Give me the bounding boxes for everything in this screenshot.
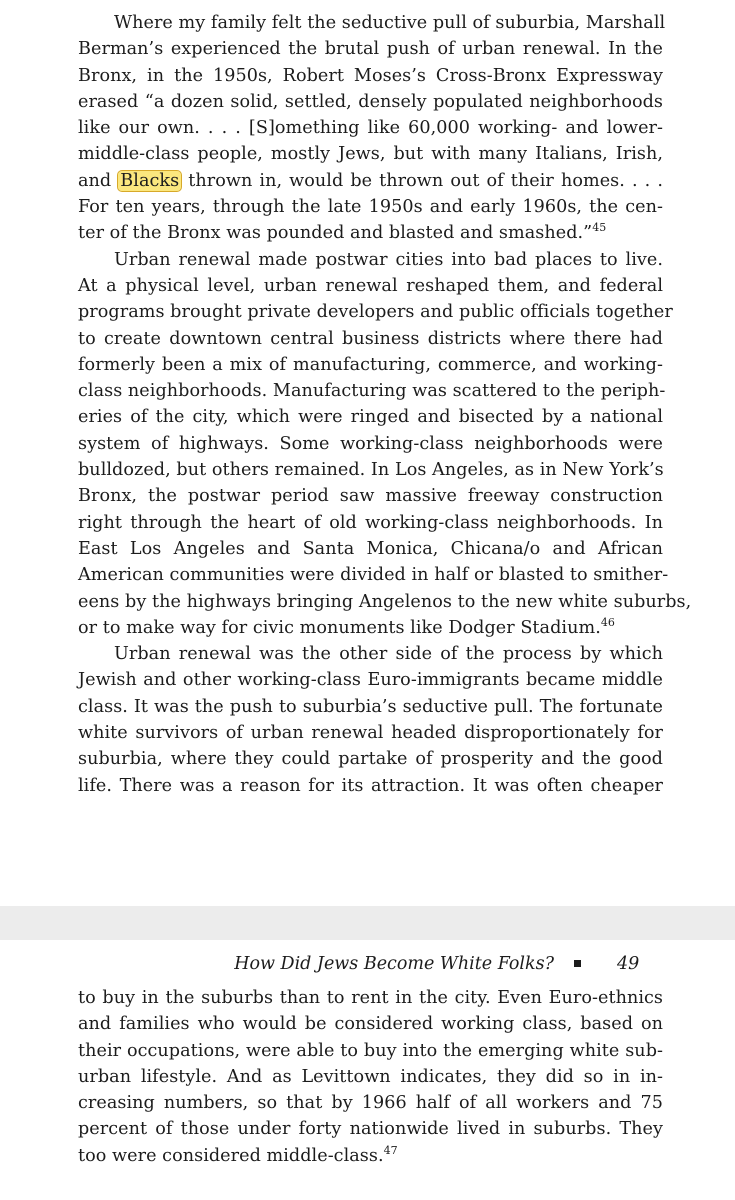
page-number: 49 [617,954,640,974]
text-line: American communities were divided in half or blasted to smither- [78,565,669,586]
text-line: right through the heart of old working-class neighborhoods. In [78,512,663,533]
text-line: programs brought private developers and public officials together [78,302,673,323]
running-head [234,954,597,974]
text-line: Bronx, the postwar period saw massive freeway construction [78,486,663,507]
text-line: East Los Angeles and Santa Monica, Chicana/o and African [78,538,663,559]
text-line: system of highways. Some working-class neighborhoods were [78,433,663,454]
text-line: ter of the Bronx was pounded and blasted and smashed.”$^{45}$ [78,221,607,244]
text-line: or to make way for civic monuments like Dodger Stadium.$^{46}$ [78,615,615,638]
text-line: Urban renewal was the other side of the process by which [114,644,663,665]
text-line: Berman’s experienced the brutal push of urban renewal. In the [78,39,663,60]
text-line: eries of the city, which were ringed and bisected by a national [78,407,663,428]
text-highlight[interactable]: Blacks [120,170,180,191]
text-line: Urban renewal made postwar cities into bad places to live. [114,249,663,270]
text-line: class neighborhoods. Manufacturing was scattered to the periph- [78,381,666,402]
book-page-bottom [0,940,735,1200]
text-line: and families who would be considered working class, based on [78,1014,663,1035]
text-line: life. There was a reason for its attraction. It was often cheaper [78,775,663,796]
text-line: their occupations, were able to buy into the emerging white sub- [78,1040,663,1061]
text-line: like our own. . . . [S]omething like 60,000 working- and lower- [78,118,663,139]
text-line: to buy in the suburbs than to rent in the city. Even Euro-ethnics [78,988,663,1008]
text-line: erased “a dozen solid, settled, densely populated neighborhoods [78,91,663,112]
page-separator [0,906,735,940]
text-line: Bronx, in the 1950s, Robert Moses’s Cross-Bronx Expressway [78,65,663,86]
footnote-ref[interactable]: 45 [592,221,607,235]
text-line: urban lifestyle. And as Levittown indicates, they did so in in- [78,1066,663,1087]
text-line: too were considered middle-class.$^{47}$ [78,1143,398,1166]
text-line: class. It was the push to suburbia’s seductive pull. The fortunate [78,696,663,717]
highlighted-text-line: and Blacks thrown in, would be thrown out of their homes. . . . [78,170,663,191]
footnote-ref[interactable]: 46 [600,615,615,629]
text-line: At a physical level, urban renewal reshaped them, and federal [78,275,663,296]
text-line: Where my family felt the seductive pull of suburbia, Marshall [114,13,666,33]
text-line: bulldozed, but others remained. In Los Angeles, as in New York’s [78,460,664,481]
text-line: white survivors of urban renewal headed disproportionately for [78,723,663,744]
text-line: percent of those under forty nationwide lived in suburbs. They [78,1119,663,1140]
footnote-ref[interactable]: 47 [383,1143,398,1157]
square-bullet-icon [574,960,581,967]
text-line: middle-class people, mostly Jews, but with many Italians, Irish, [78,144,663,165]
text-line: Jewish and other working-class Euro-immigrants became middle [78,670,663,691]
text-line: suburbia, where they could partake of prosperity and the good [78,749,663,770]
text-line: For ten years, through the late 1950s and early 1960s, the cen- [78,197,663,218]
body-text[interactable] [78,10,692,799]
running-head-title: How Did Jews Become White Folks? [234,954,554,974]
body-text[interactable] [78,985,663,1169]
text-line: to create downtown central business districts where there had [78,328,663,349]
text-line: creasing numbers, so that by 1966 half of all workers and 75 [78,1093,663,1114]
text-line: formerly been a mix of manufacturing, commerce, and working- [78,354,663,375]
text-line: eens by the highways bringing Angelenos to the new white suburbs, [78,591,692,612]
